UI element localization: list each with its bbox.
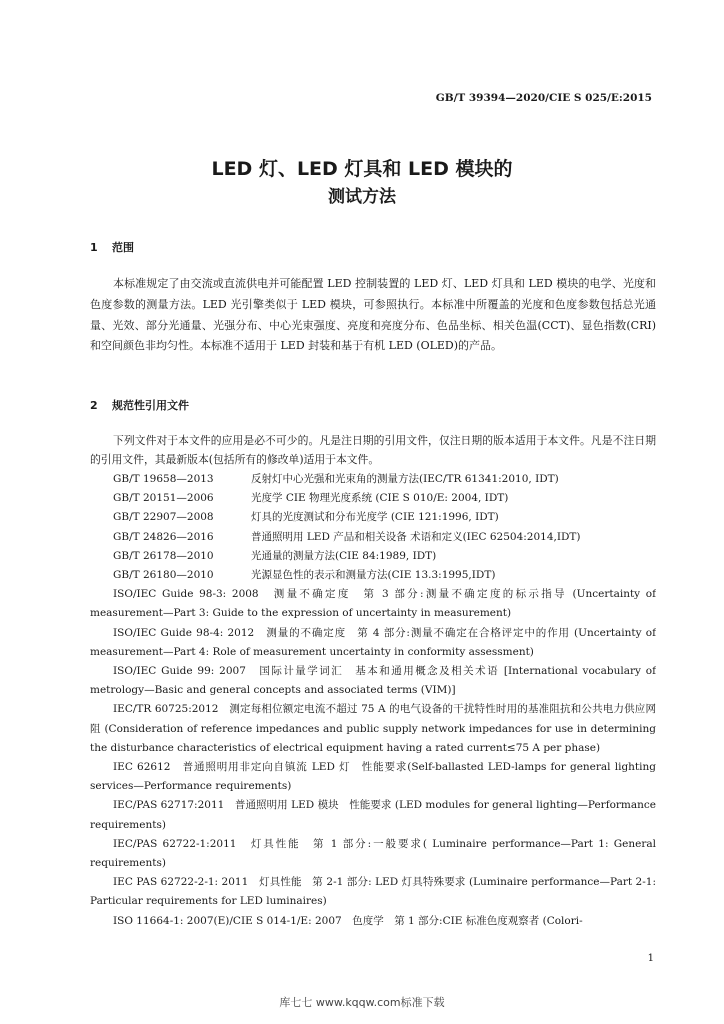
- reference-item: ISO/IEC Guide 99: 2007 国际计量学词汇 基本和通用概念及相关术语 [International vocabulary of metrology—Basic and general concepts and associated terms (VIM)]: [90, 665, 656, 697]
- reference-list: [90, 470, 656, 931]
- reference-item: ISO/IEC Guide 98-3: 2008 测量不确定度 第 3 部分:测量不确定度的标示指导 (Uncertainty of measurement—Part 3: Guide to the expression of uncertainty in measurement): [90, 588, 656, 620]
- reference-code: GB/T 19658—2013: [113, 473, 214, 485]
- section-heading-scope: [90, 239, 134, 255]
- standard-id: GB/T 39394—2020/CIE S 025/E:2015: [435, 92, 652, 104]
- reference-title: 灯具的光度测试和分布光度学 (CIE 121:1996, IDT): [251, 511, 499, 524]
- reference-code: GB/T 22907—2008: [113, 511, 214, 524]
- reference-title: 反射灯中心光强和光束角的测量方法(IEC/TR 61341:2010, IDT): [251, 473, 559, 485]
- reference-item: ISO/IEC Guide 98-4: 2012 测量的不确定度 第 4 部分:测量不确定在合格评定中的作用 (Uncertainty of measurement—Part 4: Role of measurement uncertainty in conformity assessment): [90, 626, 656, 658]
- reference-item: [90, 470, 656, 489]
- reference-item: [90, 547, 656, 566]
- reference-item: [90, 566, 656, 585]
- page-number: 1: [647, 953, 654, 964]
- reference-code: GB/T 24826—2016: [113, 530, 214, 543]
- reference-item: IEC/PAS 62717:2011 普通照明用 LED 模块 性能要求 (LED modules for general lighting—Performance requirements): [90, 799, 656, 831]
- reference-code: GB/T 20151—2006: [113, 492, 214, 505]
- scope-paragraph: 本标准规定了由交流或直流供电并可能配置 LED 控制装置的 LED 灯、LED 灯具和 LED 模块的电学、光度和色度参数的测量方法。LED 光引擎类似于 LED 模块，可参照执行。本标准中所覆盖的光度和色度参数包括总光通量、光效、部分光通量、光强分布、中心光束强度、亮度和亮度分布、色品坐标、相关色温(CCT)、显色指数(CRI)和空间颜色非均匀性。本标准不适用于 LED 封装和基于有机 LED (OLED)的产品。: [90, 277, 656, 353]
- refs-intro-paragraph: 下列文件对于本文件的应用是必不可少的。凡是注日期的引用文件，仅注日期的版本适用于本文件。凡是不注日期的引用文件，其最新版本(包括所有的修改单)适用于本文件。: [90, 434, 656, 466]
- reference-item: IEC PAS 62722-2-1: 2011 灯具性能 第 2-1 部分: LED 灯具特殊要求 (Luminaire performance—Part 2-1: Particular requirements for LED luminaires): [90, 876, 656, 908]
- reference-item: IEC 62612 普通照明用非定向自镇流 LED 灯 性能要求(Self-ballasted LED-lamps for general lighting services—Performance requirements): [90, 761, 656, 793]
- download-watermark: 库七七 www.kqqw.com标准下载: [279, 996, 445, 1009]
- section-number: 1: [90, 241, 98, 254]
- reference-title: 光度学 CIE 物理光度系统 (CIE S 010/E: 2004, IDT): [251, 492, 509, 505]
- reference-item: IEC/PAS 62722-1:2011 灯具性能 第 1 部分:一般要求( Luminaire performance—Part 1: General requirements): [90, 837, 656, 870]
- section-title: 规范性引用文件: [112, 399, 189, 412]
- section-heading-normative-refs: [90, 397, 189, 413]
- reference-item: [90, 528, 656, 547]
- section-title: 范围: [112, 241, 134, 254]
- section-number: 2: [90, 399, 98, 412]
- reference-item: [90, 508, 656, 527]
- reference-code: GB/T 26180—2010: [113, 569, 214, 582]
- document-title: LED 灯、LED 灯具和 LED 模块的: [211, 158, 513, 180]
- document-subtitle: 测试方法: [328, 187, 396, 207]
- reference-title: 光通量的测量方法(CIE 84:1989, IDT): [251, 549, 437, 562]
- reference-item: ISO 11664-1: 2007(E)/CIE S 014-1/E: 2007 色度学 第 1 部分:CIE 标准色度观察者 (Colori-: [113, 914, 583, 927]
- reference-item: IEC/TR 60725:2012 测定每相位额定电流不超过 75 A 的电气设备的干扰特性时用的基准阻抗和公共电力供应网阻 (Consideration of reference impedances and public supply network impedances for use in determining the disturbance characteristics of electrical equipment having a rated current≤75 A per phase): [90, 703, 656, 754]
- reference-title: 光源显色性的表示和测量方法(CIE 13.3:1995,IDT): [251, 569, 496, 582]
- reference-title: 普通照明用 LED 产品和相关设备 术语和定义(IEC 62504:2014,IDT): [251, 530, 581, 543]
- reference-code: GB/T 26178—2010: [113, 549, 214, 562]
- reference-item: [90, 489, 656, 508]
